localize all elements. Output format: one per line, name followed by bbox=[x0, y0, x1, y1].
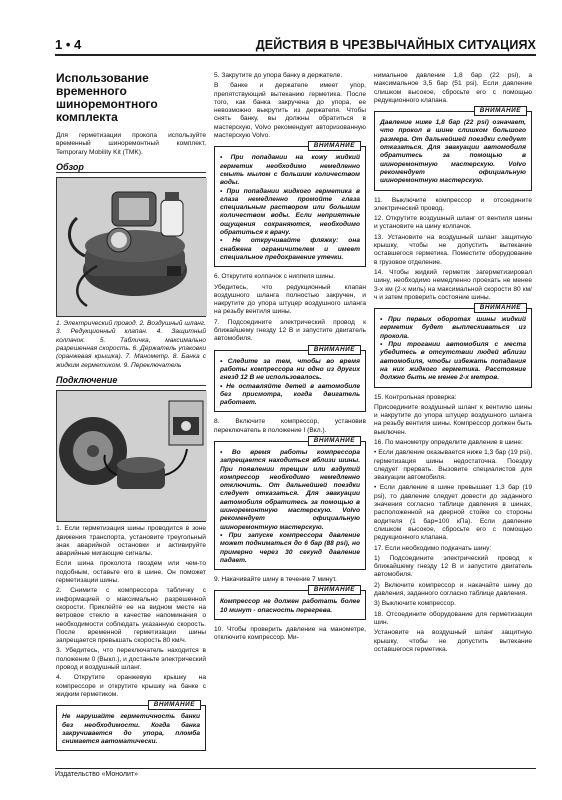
warning-box bbox=[214, 586, 366, 620]
warning-item: • При попадании на кожу жидкий герметик необходимо немедленно смыть мылом с большим количеством воды. bbox=[220, 154, 360, 187]
step-15: 15. Контрольная проверка: bbox=[374, 393, 457, 401]
figure-caption: 1. Электрический провод. 2. Воздушный шланг. 3. Редукционный клапан. 4. Защитный колпачок. 5. Табличка, максимально разрешенная скорость. 6. Держатель упаковки (оранжевая крышка). 7. Манометр. 8. Банка с жидким герметиком. 9. Переключатель bbox=[56, 320, 206, 369]
step-17-3: 3) Выключите компрессор. bbox=[374, 600, 456, 608]
step-17: 17. Если необходимо подкачать шину: bbox=[374, 544, 492, 552]
step-3: 3. Убедитесь, что переключатель находится в положении 0 (Выкл.), и достаньте электрический провод и воздушный шланг. bbox=[56, 647, 206, 672]
warning-label: ВНИМАНИЕ bbox=[474, 106, 527, 116]
column-1 bbox=[56, 72, 206, 757]
page-number: 1 • 4 bbox=[55, 37, 82, 52]
warning-label: ВНИМАНИЕ bbox=[308, 436, 361, 446]
step-18-note: Установите на воздушный шланг защитную крышку, чтобы не допустить вытекание оставшегося герметика. bbox=[374, 629, 532, 653]
step-16-low: • Если давление оказывается ниже 1,3 бар (19 psi), герметизация шины недостаточна. Поездку следует прервать. Вызовите специалистов для эвакуации автомобиля. bbox=[374, 449, 532, 482]
step-6: 6. Открутите колпачок с ниппеля шины. bbox=[214, 273, 336, 281]
step-7: 7. Подсоедините электрический провод к ближайшему гнезду 12 В и запустите двигатель автомобиля. bbox=[214, 318, 366, 343]
intro-text: Для герметизации прокола используйте временный шиноремонтный комплект, Temporary Mobility Kit (TMK). bbox=[56, 132, 206, 156]
warning-text: Компрессор не должен работать более 10 минут - опасность перегрева. bbox=[220, 598, 360, 614]
warning-label: ВНИМАНИЕ bbox=[148, 700, 201, 710]
warning-item: • Во время работы компрессора запрещается находиться вблизи шины. При появлении трещин или вздутий компрессор необходимо немедленно отключить. От дальнейшей поездки следует отказаться. Для эвакуации автомобиля обратитесь за помощью в шиноремонтную мастерскую. Volvo рекомендует официальную шиноремонтную мастерскую. bbox=[220, 448, 360, 531]
warning-text: Давление ниже 1,8 бар (22 psi) означает, что прокол в шине слишком большого размера. От дальнейшей поездки следует отказаться. Для эвакуации автомобиля обратитесь за помощью в шиноремонтную мастерскую. Volvo рекомендует официальную шиноремонтную мастерскую. bbox=[380, 119, 526, 185]
overview-heading: Обзор bbox=[56, 163, 206, 173]
page-footer bbox=[55, 768, 536, 778]
step-2: 2. Снимите с компрессора табличку с информацией о максимально разрешенной скорости. Приклейте ее на видном месте на ветровое стекло в качестве напоминания о необходимости соблюдать указанную скорость. После временной герметизации шины запрещается превышать скорость 80 км/ч. bbox=[56, 587, 206, 645]
step-13: 13. Установите на воздушный шланг защитную крышку, чтобы не допустить вытекание оставшегося герметика. Поместите оборудование в грузовое отделение. bbox=[374, 233, 532, 266]
step-17-1: 1) Подсоедините электрический провод к ближайшему гнезду 12 В и запустите двигатель автомобиля. bbox=[374, 554, 532, 579]
kit-overview-illustration bbox=[57, 178, 207, 316]
pressure-range: нимальное давление 1,8 бар (22 psi), а максимальное 3,5 бар (51 psi). Если давление слишком высокое, сбросьте его с помощью редукционного клапана. bbox=[374, 72, 532, 104]
warning-box bbox=[56, 701, 206, 751]
kit-overview-figure bbox=[56, 177, 206, 317]
warning-label: ВНИМАНИЕ bbox=[308, 585, 361, 595]
warning-text: Не нарушайте герметичность банки без необходимости. Когда банка закручивается до упора, пломба снимается автоматически. bbox=[62, 713, 200, 746]
step-14: 14. Чтобы жидкий герметик загерметизировал шину, необходимо немедленно проехать не менее 3-х км (2-х миль) на максимальной скорости 80 км/ч и затем проверить состояние шины. bbox=[374, 268, 532, 301]
step-5: 5. Закрутите до упора банку в держателе. bbox=[214, 72, 343, 79]
warning-box bbox=[374, 107, 532, 190]
warning-item: • При трогании автомобиля с места убедитесь в отсутствии людей вблизи автомобиля, чтобы избежать попадания на них жидкого герметика. Расстояние должно быть не менее 2-х метров. bbox=[380, 341, 526, 382]
warning-item: • При запуске компрессора давление может подниматься до 6 бар (88 psi), но примерно через 30 секунд давление падает. bbox=[220, 531, 360, 564]
warning-label: ВНИМАНИЕ bbox=[308, 345, 361, 355]
warning-item: • При первых оборотах шины жидкий герметик будет выплескиваться из прокола. bbox=[380, 316, 526, 340]
connection-figure bbox=[56, 390, 206, 522]
step-6-note: Убедитесь, что редукционный клапан воздушного шланга полностью закручен, и накрутите до упора штуцер воздушного шланга на резьбу вентиля шины. bbox=[214, 283, 366, 316]
step-10: 10. Чтобы проверить давление на манометре, отключите компрессор. Ми- bbox=[214, 626, 366, 642]
step-16-high: • Если давление в шине превышает 1,3 бар (19 psi), то давление следует довести до заданного значения согласно таблице давления в шинах, расположенной на дверной стойке со стороны водителя (1 бар=100 кПа). Если давление слишком высокое, сбросьте его с помощью редукционного клапана. bbox=[374, 484, 532, 542]
connection-illustration bbox=[57, 391, 207, 521]
section-title: ДЕЙСТВИЯ В ЧРЕЗВЫЧАЙНЫХ СИТУАЦИЯХ bbox=[255, 38, 536, 52]
step-5-note: В банке и держателе имеет упор, препятствующий вытеканию герметика. После того, как банка закручена до упора, ее невозможно выкрутить из держателя. Чтобы снять банку, вы должны обратиться в мастерскую, Volvo рекомендует авторизованную мастерскую Volvo. bbox=[214, 82, 366, 140]
warning-box bbox=[214, 142, 366, 267]
article-title: Использование временного шиноремонтного комплекта bbox=[56, 71, 158, 124]
step-18: 18. Отсоедините оборудование для герметизации шин. bbox=[374, 610, 532, 626]
connection-heading: Подключение bbox=[56, 376, 206, 386]
step-9: 9. Накачивайте шину в течение 7 минут. bbox=[214, 576, 337, 584]
step-16: 16. По манометру определите давление в шине: bbox=[374, 438, 523, 446]
warning-item: • Не оставляйте детей в автомобиле без присмотра, когда двигатель работает. bbox=[220, 382, 360, 407]
publisher: Издательство «Монолит» bbox=[55, 771, 139, 778]
warning-box bbox=[214, 345, 366, 413]
step-4: 4. Открутите оранжевую крышку на компрессоре и открутите крышку на банке с жидким герметиком. bbox=[56, 674, 206, 698]
page-header bbox=[55, 28, 536, 56]
warning-item: • Не откручивайте фляжку: она снабжена ограничителем и имеет специальное предохранение утечки. bbox=[220, 237, 360, 261]
warning-label: ВНИМАНИЕ bbox=[474, 303, 527, 313]
warning-label: ВНИМАНИЕ bbox=[308, 141, 361, 151]
step-17-2: 2) Включите компрессор и накачайте шину до давления, заданного согласно таблице давления. bbox=[374, 581, 532, 598]
column-2 bbox=[214, 72, 366, 645]
step-8: 8. Включите компрессор, установив переключатель в положение I (Вкл.). bbox=[214, 418, 366, 434]
step-15-note: Присоедините воздушный шланг к вентилю шины и накрутите до упора штуцер воздушного шланга на резьбу вентиля шины. Компрессор должен быть выключен. bbox=[374, 403, 532, 436]
warning-box bbox=[374, 304, 532, 387]
column-3 bbox=[374, 72, 532, 656]
step-1-note: Если шина проколота гвоздем или чем-то подобным, оставьте его в шине. Он поможет герметизации шины. bbox=[56, 560, 206, 585]
step-1: 1. Если герметизация шины проводится в зоне движения транспорта, установите треугольный знак аварийной остановки и активируйте аварийные мигающие сигналы. bbox=[56, 525, 206, 558]
step-12: 12. Открутите воздушный шланг от вентиля шины и установите на шину колпачок. bbox=[374, 215, 532, 231]
step-11: 11. Выключите компрессор и отсоедините электрический провод. bbox=[374, 196, 532, 212]
warning-box bbox=[214, 436, 366, 570]
warning-item: • При попадании жидкого герметика в глаза немедленно промойте глаза специальным раствором или большим количеством воды. Если неприятные ощущения сохраняются, необходимо обратиться к врачу. bbox=[220, 187, 360, 237]
warning-item: • Следите за тем, чтобы во время работы компрессора ни одно из других гнезд 12 В не использовалось. bbox=[220, 357, 360, 382]
